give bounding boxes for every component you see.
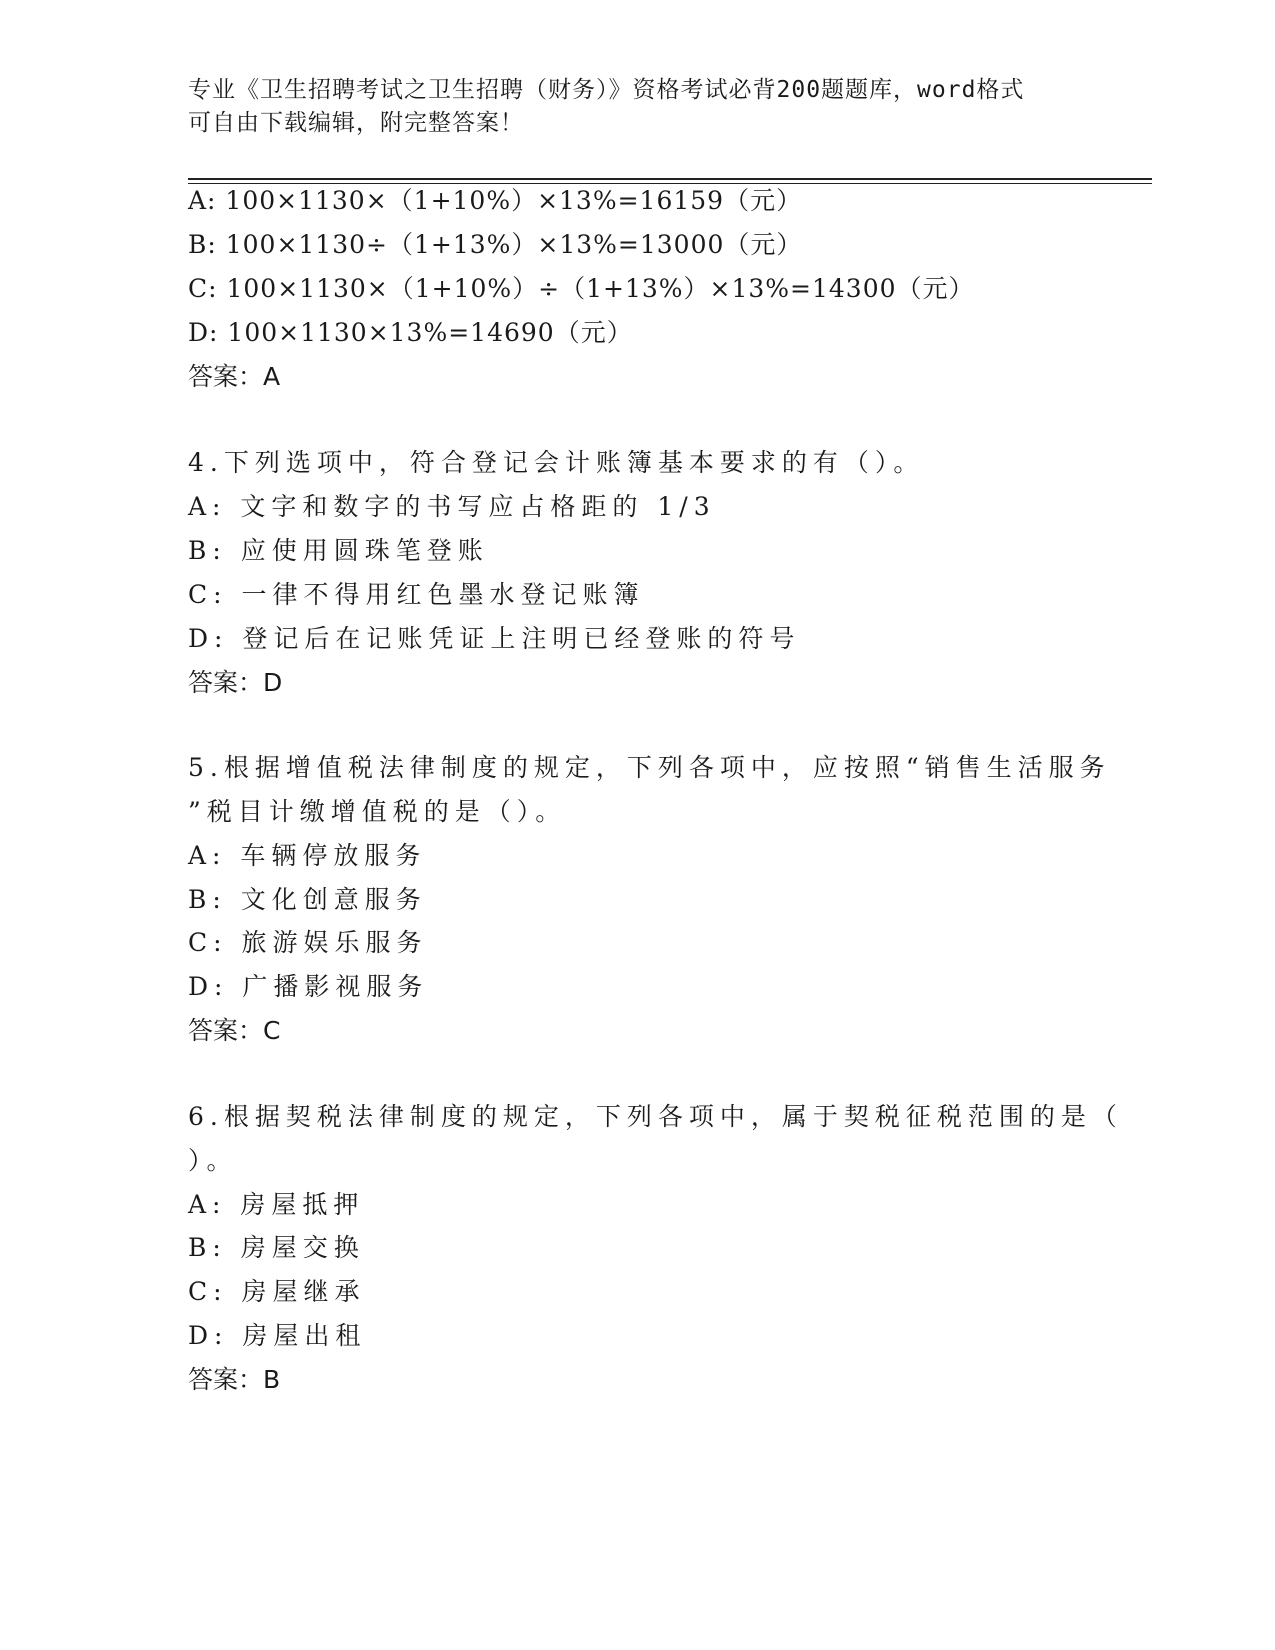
- question-4-option-b: B: 应使用圆珠笔登账: [188, 536, 489, 565]
- question-6-option-c: C: 房屋继承: [188, 1277, 366, 1306]
- question-4-option-c: C: 一律不得用红色墨水登记账簿: [188, 580, 645, 609]
- document-header: [188, 74, 1068, 140]
- question-6-option-a: A: 房屋抵押: [188, 1190, 365, 1219]
- question-5-answer: 答案：C: [188, 1016, 281, 1045]
- question-5-text-line-1: 5.根据增值税法律制度的规定，下列各项中，应按照“销售生活服务: [188, 753, 1111, 782]
- question-6-answer: 答案：B: [188, 1365, 281, 1394]
- header-divider-thin: [188, 183, 1152, 184]
- header-title-line-2: 可自由下载编辑，附完整答案！: [188, 110, 524, 136]
- question-3-option-b: B: 100×1130÷（1+13%）×13%=13000（元）: [188, 230, 803, 259]
- question-5-option-c: C: 旅游娱乐服务: [188, 928, 428, 957]
- header-title-line-1: 专业《卫生招聘考试之卫生招聘（财务）》资格考试必背200题题库，word格式: [188, 77, 1025, 103]
- question-6-text-line-1: 6.根据契税法律制度的规定，下列各项中，属于契税征税范围的是（: [188, 1102, 1123, 1131]
- question-4-text: 4.下列选项中，符合登记会计账簿基本要求的有（）。: [188, 448, 925, 477]
- question-6-option-b: B: 房屋交换: [188, 1233, 365, 1262]
- question-6-option-d: D: 房屋出租: [188, 1321, 367, 1350]
- question-6-text-line-2: ）。: [188, 1146, 238, 1175]
- question-3-option-c: C: 100×1130×（1+10%）÷（1+13%）×13%=14300（元）: [188, 274, 975, 303]
- header-divider-thick: [188, 178, 1152, 180]
- question-4-answer: 答案：D: [188, 668, 283, 697]
- question-3-option-d: D: 100×1130×13%=14690（元）: [188, 318, 633, 347]
- question-5-option-b: B: 文化创意服务: [188, 885, 427, 914]
- question-5-option-d: D: 广播影视服务: [188, 972, 429, 1001]
- question-5-text-line-2: ”税目计缴增值税的是（）。: [188, 797, 567, 826]
- question-4-option-a: A: 文字和数字的书写应占格距的 1/3: [188, 492, 716, 521]
- question-3-option-a: A: 100×1130×（1+10%）×13%=16159（元）: [188, 186, 803, 215]
- question-5-option-a: A: 车辆停放服务: [188, 841, 427, 870]
- question-4-option-d: D: 登记后在记账凭证上注明已经登账的符号: [188, 624, 801, 653]
- question-3-answer: 答案：A: [188, 362, 281, 391]
